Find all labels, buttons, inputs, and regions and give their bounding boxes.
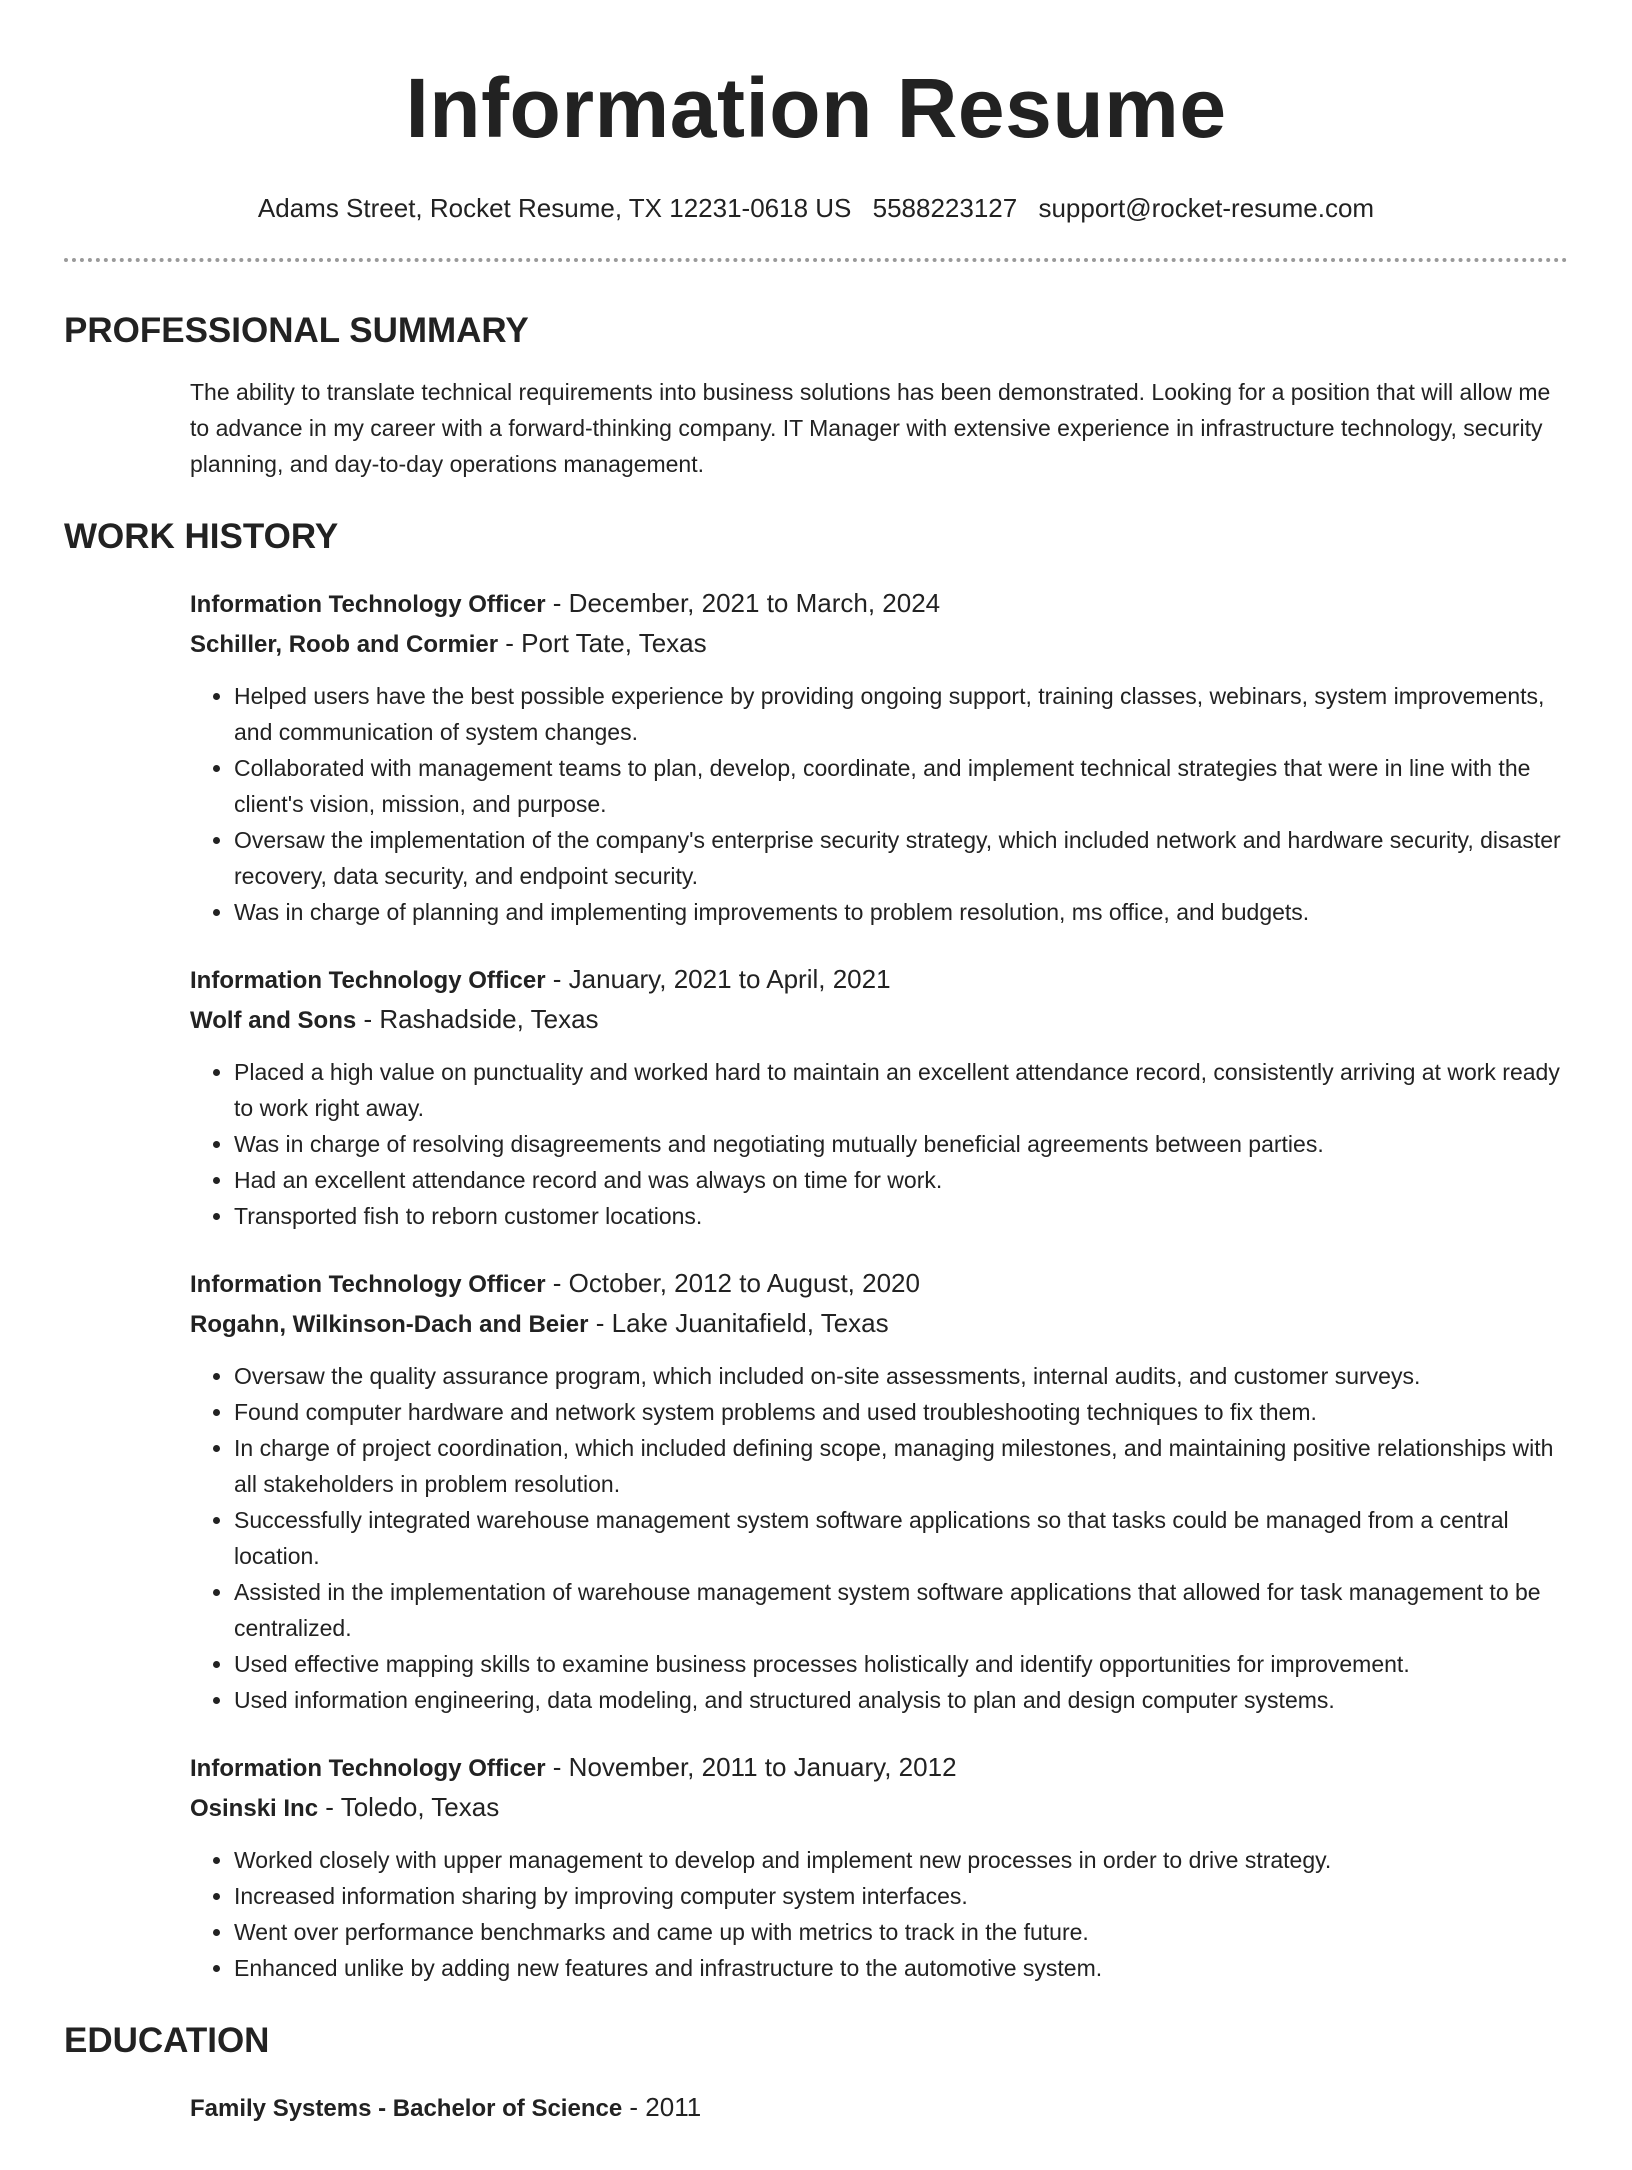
job-bullets xyxy=(190,1358,1568,1718)
job-title-line xyxy=(190,1748,1568,1788)
job-bullet: • Transported fish to reborn customer locations. xyxy=(234,1198,1568,1234)
job-company: Schiller, Roob and Cormier xyxy=(190,631,499,658)
job-bullet: • Found computer hardware and network system problems and used troubleshooting techniques to fix them. xyxy=(234,1394,1568,1430)
education-entry xyxy=(190,2088,1568,2128)
job-bullet: • Assisted in the implementation of warehouse management system software applications that allowed for task management to be centralized. xyxy=(234,1574,1568,1646)
job-bullet: • Collaborated with management teams to plan, develop, coordinate, and implement technical strategies that were in line with the client's vision, mission, and purpose. xyxy=(234,750,1568,822)
resume-name: Information Resume xyxy=(405,61,1227,155)
contact-line xyxy=(64,192,1568,224)
contact-phone: 5588223127 xyxy=(872,193,1018,223)
job-bullet: • Was in charge of planning and implementing improvements to problem resolution, ms office, and budgets. xyxy=(234,894,1568,930)
job-company-line xyxy=(190,624,1568,664)
job-bullet: • Helped users have the best possible experience by providing ongoing support, training classes, webinars, system improvements, and communication of system changes. xyxy=(234,678,1568,750)
job-dates: - November, 2011 to January, 2012 xyxy=(545,1752,957,1782)
job-dates: - January, 2021 to April, 2021 xyxy=(545,964,891,994)
job-title-line xyxy=(190,1264,1568,1304)
job-title-line xyxy=(190,584,1568,624)
contact-address: Adams Street, Rocket Resume, TX 12231-0618 US xyxy=(257,193,852,223)
job-bullets xyxy=(190,678,1568,930)
job-company-line xyxy=(190,1000,1568,1040)
job-entry xyxy=(190,960,1568,1234)
job-bullet: • Increased information sharing by improving computer system interfaces. xyxy=(234,1878,1568,1914)
job-bullet: • Used effective mapping skills to examine business processes holistically and identify opportunities for improvement. xyxy=(234,1646,1568,1682)
job-dates: - October, 2012 to August, 2020 xyxy=(545,1268,920,1298)
section-title-work: WORK HISTORY xyxy=(64,517,339,556)
job-role: Information Technology Officer xyxy=(190,591,546,618)
job-company-line xyxy=(190,1788,1568,1828)
job-bullet: • Worked closely with upper management to develop and implement new processes in order to drive strategy. xyxy=(234,1842,1568,1878)
job-location: - Port Tate, Texas xyxy=(498,628,707,658)
section-title-summary: PROFESSIONAL SUMMARY xyxy=(64,311,529,350)
job-bullet: • Used information engineering, data modeling, and structured analysis to plan and design computer systems. xyxy=(234,1682,1568,1718)
resume-page xyxy=(0,58,1632,2128)
job-role: Information Technology Officer xyxy=(190,1271,546,1298)
job-entry xyxy=(190,584,1568,930)
job-title-line xyxy=(190,960,1568,1000)
job-bullets xyxy=(190,1842,1568,1986)
section-title-education: EDUCATION xyxy=(64,2021,270,2060)
job-company: Rogahn, Wilkinson-Dach and Beier xyxy=(190,1311,589,1338)
job-bullet: • Was in charge of resolving disagreements and negotiating mutually beneficial agreements between parties. xyxy=(234,1126,1568,1162)
job-company: Osinski Inc xyxy=(190,1795,319,1822)
job-location: - Rashadside, Texas xyxy=(356,1004,599,1034)
contact-email: support@rocket-resume.com xyxy=(1038,193,1375,223)
job-bullet: • Oversaw the quality assurance program, which included on-site assessments, internal audits, and customer surveys. xyxy=(234,1358,1568,1394)
job-company: Wolf and Sons xyxy=(190,1007,357,1034)
job-bullet: • Oversaw the implementation of the company's enterprise security strategy, which included network and hardware security, disaster recovery, data security, and endpoint security. xyxy=(234,822,1568,894)
job-bullet: • In charge of project coordination, which included defining scope, managing milestones, and maintaining positive relationships with all stakeholders in problem resolution. xyxy=(234,1430,1568,1502)
work-list xyxy=(190,584,1568,1986)
job-bullet: • Went over performance benchmarks and came up with metrics to track in the future. xyxy=(234,1914,1568,1950)
job-dates: - December, 2021 to March, 2024 xyxy=(545,588,941,618)
job-bullets xyxy=(190,1054,1568,1234)
education-degree: Family Systems - Bachelor of Science xyxy=(190,2095,623,2122)
job-bullet: • Placed a high value on punctuality and worked hard to maintain an excellent attendance record, consistently arriving at work ready to work right away. xyxy=(234,1054,1568,1126)
header-divider xyxy=(64,258,1568,262)
job-company-line xyxy=(190,1304,1568,1344)
job-bullet: • Had an excellent attendance record and was always on time for work. xyxy=(234,1162,1568,1198)
job-location: - Lake Juanitafield, Texas xyxy=(588,1308,889,1338)
job-bullet: • Enhanced unlike by adding new features and infrastructure to the automotive system. xyxy=(234,1950,1568,1986)
job-entry xyxy=(190,1748,1568,1986)
job-entry xyxy=(190,1264,1568,1718)
job-role: Information Technology Officer xyxy=(190,967,546,994)
job-role: Information Technology Officer xyxy=(190,1755,546,1782)
job-bullet: • Successfully integrated warehouse management system software applications so that tasks could be managed from a central location. xyxy=(234,1502,1568,1574)
summary-text: The ability to translate technical requirements into business solutions has been demonstrated. Looking for a position that will allow me to advance in my career with a forward-thinking company. IT Manager with extensive experience in infrastructure technology, security planning, and day-to-day operations management. xyxy=(190,379,1551,477)
education-year: - 2011 xyxy=(622,2092,702,2122)
job-location: - Toledo, Texas xyxy=(318,1792,500,1822)
